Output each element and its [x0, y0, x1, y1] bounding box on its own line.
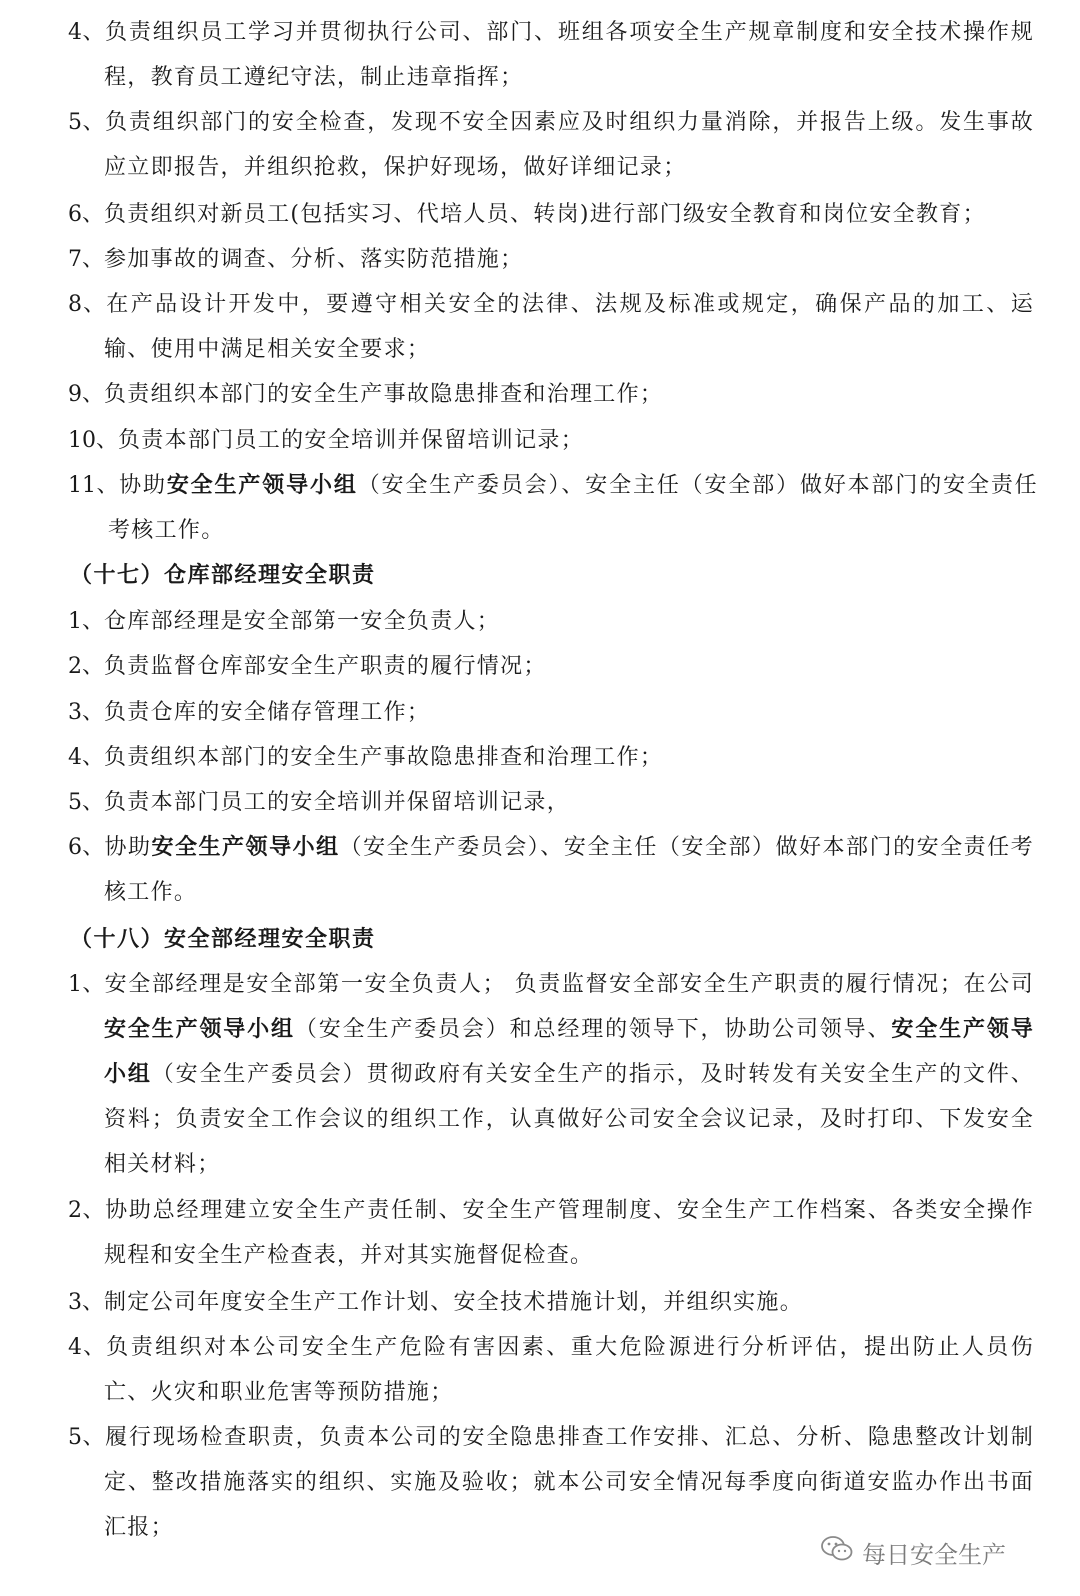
list-item: 8、在产品设计开发中，要遵守相关安全的法律、法规及标准或规定，确保产品的加工、运输、使用中满足相关安全要求； — [68, 292, 1035, 362]
list-item: 2、负责监督仓库部安全生产职责的履行情况； — [68, 654, 547, 679]
list-item: 3、制定公司年度安全生产工作计划、安全技术措施计划，并组织实施。 — [68, 1290, 804, 1315]
list-item: 5、负责本部门员工的安全培训并保留培训记录， — [68, 790, 571, 815]
list-item: 3、负责仓库的安全储存管理工作； — [68, 700, 431, 725]
bold-term: 安全生产领导小组 — [104, 1016, 295, 1042]
list-item: 5、履行现场检查职责，负责本公司的安全隐患排查工作安排、汇总、分析、隐患整改计划制定、整改措施落实的组织、实施及验收；就本公司安全情况每季度向街道安监办作出书面汇报； — [68, 1425, 1034, 1540]
list-item: 6、负责组织对新员工(包括实习、代培人员、转岗)进行部门级安全教育和岗位安全教育； — [68, 202, 986, 227]
list-item: 6、协助安全生产领导小组（安全生产委员会）、安全主任（安全部）做好本部门的安全责任考核工作。 — [68, 834, 1034, 905]
bold-term: 安全生产领导小组 — [166, 472, 358, 498]
list-item: 4、负责组织员工学习并贯彻执行公司、部门、班组各项安全生产规章制度和安全技术操作规程，教育员工遵纪守法，制止违章指挥； — [68, 20, 1034, 90]
section-heading: （十八）安全部经理安全职责 — [70, 926, 376, 952]
list-item: 4、负责组织本部门的安全生产事故隐患排查和治理工作； — [68, 745, 664, 770]
list-item: 10、负责本部门员工的安全培训并保留培训记录； — [68, 428, 585, 453]
list-item: 5、负责组织部门的安全检查，发现不安全因素应及时组织力量消除，并报告上级。发生事故应立即报告，并组织抢救，保护好现场，做好详细记录； — [68, 110, 1034, 180]
wechat-icon — [820, 1535, 854, 1569]
bold-term: 安全生产领导小组 — [151, 834, 340, 860]
list-item: 11、协助安全生产领导小组（安全生产委员会）、安全主任（安全部）做好本部门的安全责任考核工作。 — [68, 472, 1038, 543]
list-item: 9、负责组织本部门的安全生产事故隐患排查和治理工作； — [68, 382, 664, 407]
list-item: 1、安全部经理是安全部第一安全负责人； 负责监督安全部安全生产职责的履行情况；在公司安全生产领导小组（安全生产委员会）和总经理的领导下，协助公司领导、安全生产领导小组（安全生产委员会）贯彻政府有关安全生产的指示，及时转发有关安全生产的文件、资料；负责安全工作会议的组织工作，认真做好公司安全会议记录，及时打印、下发安全相关材料； — [68, 972, 1035, 1177]
list-item: 7、参加事故的调查、分析、落实防范措施； — [68, 247, 524, 272]
watermark-text: 每日安全生产 — [862, 1540, 1006, 1569]
watermark — [820, 1532, 1006, 1572]
list-item: 1、仓库部经理是安全部第一安全负责人； — [68, 609, 501, 634]
bold-term: 安全生产领导小组 — [104, 1016, 1034, 1087]
list-item: 4、负责组织对本公司安全生产危险有害因素、重大危险源进行分析评估，提出防止人员伤亡、火灾和职业危害等预防措施； — [68, 1335, 1035, 1405]
list-item: 2、协助总经理建立安全生产责任制、安全生产管理制度、安全生产工作档案、各类安全操作规程和安全生产检查表，并对其实施督促检查。 — [68, 1198, 1034, 1268]
section-heading: （十七）仓库部经理安全职责 — [70, 562, 376, 588]
